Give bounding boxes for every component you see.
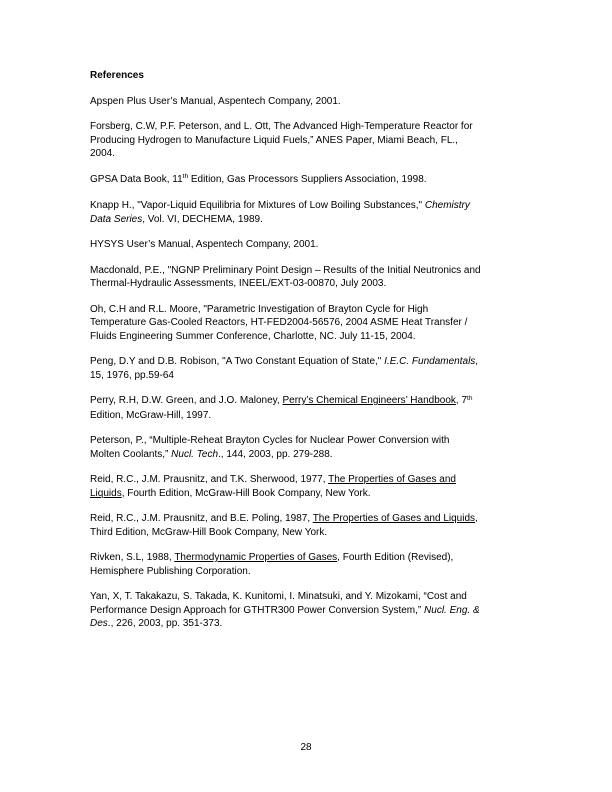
reference-line: Hemisphere Publishing Corporation. [90,565,251,577]
reference-entry [90,303,550,344]
reference-line: HYSYS User’s Manual, Aspentech Company, 2001. [90,239,319,250]
references-list [90,95,550,631]
reference-entry [90,551,550,578]
references-heading: References [90,70,144,81]
reference-entry [90,238,550,252]
reference-line: Edition, McGraw-Hill, 1997. [90,409,212,421]
reference-entry [90,173,550,188]
reference-line: Performance Design Approach for GTHTR300 Power Conversion System,” Nucl. Eng. & [90,604,480,616]
reference-line: Apspen Plus User’s Manual, Aspentech Company, 2001. [90,95,341,107]
reference-entry [90,264,550,291]
reference-line: Perry, R.H, D.W. Green, and J.O. Maloney, Perry’s Chemical Engineers’ Handbook, 7th [90,394,473,406]
reference-entry [90,512,550,539]
page-number: 28 [300,742,312,753]
reference-line: Temperature Gas-Cooled Reactors, HT-FED2004-56576, 2004 ASME Heat Transfer / [90,317,468,328]
reference-line: Thermal-Hydraulic Assessments, INEEL/EXT-03-00870, July 2003. [90,278,387,289]
reference-line: Data Series, Vol. VI, DECHEMA, 1989. [90,213,263,225]
reference-line: Forsberg, C.W, P.F. Peterson, and L. Ott, The Advanced High-Temperature Reactor for [90,121,473,132]
reference-entry [90,590,550,631]
reference-entry [90,473,550,500]
reference-line: Third Edition, McGraw-Hill Book Company, New York. [90,526,328,538]
reference-line: Fluids Engineering Summer Conference, Charlotte, NC. July 11-15, 2004. [90,330,416,342]
reference-line: Rivken, S.L, 1988, Thermodynamic Properties of Gases, Fourth Edition (Revised), [90,552,454,563]
reference-entry [90,199,550,226]
reference-line: Molten Coolants,” Nucl. Tech., 144, 2003, pp. 279-288. [90,448,333,460]
reference-line: Reid, R.C., J.M. Prausnitz, and T.K. Sherwood, 1977, The Properties of Gases and [90,474,456,485]
reference-line: Yan, X, T. Takakazu, S. Takada, K. Kunitomi, I. Minatsuki, and Y. Mizokami, “Cost and [90,591,467,602]
reference-line: Macdonald, P.E., "NGNP Preliminary Point Design – Results of the Initial Neutronics and [90,264,481,276]
reference-entry [90,95,550,109]
reference-line: GPSA Data Book, 11th Edition, Gas Processors Suppliers Association, 1998. [90,173,427,185]
reference-line: Knapp H., "Vapor-Liquid Equilibria for Mixtures of Low Boiling Substances," Chemistry [90,200,470,211]
reference-line: Reid, R.C., J.M. Prausnitz, and B.E. Poling, 1987, The Properties of Gases and Liquids, [90,513,478,524]
reference-entry [90,120,550,161]
references-section [90,69,550,631]
reference-line: Oh, C.H and R.L. Moore, "Parametric Investigation of Brayton Cycle for High [90,303,429,315]
reference-line: Peng, D.Y and D.B. Robison, "A Two Constant Equation of State," I.E.C. Fundamentals, [90,356,479,367]
reference-entry [90,355,550,382]
reference-line: Producing Hydrogen to Manufacture Liquid Fuels,” ANES Paper, Miami Beach, FL., [90,134,458,146]
reference-line: 2004. [90,148,116,159]
reference-entry [90,394,550,422]
reference-line: Des., 226, 2003, pp. 351-373. [90,618,223,629]
reference-line: 15, 1976, pp.59-64 [90,369,174,381]
reference-line: Peterson, P., “Multiple-Reheat Brayton Cycles for Nuclear Power Conversion with [90,435,450,446]
reference-line: Liquids, Fourth Edition, McGraw-Hill Book Company, New York. [90,487,371,499]
reference-entry [90,434,550,461]
